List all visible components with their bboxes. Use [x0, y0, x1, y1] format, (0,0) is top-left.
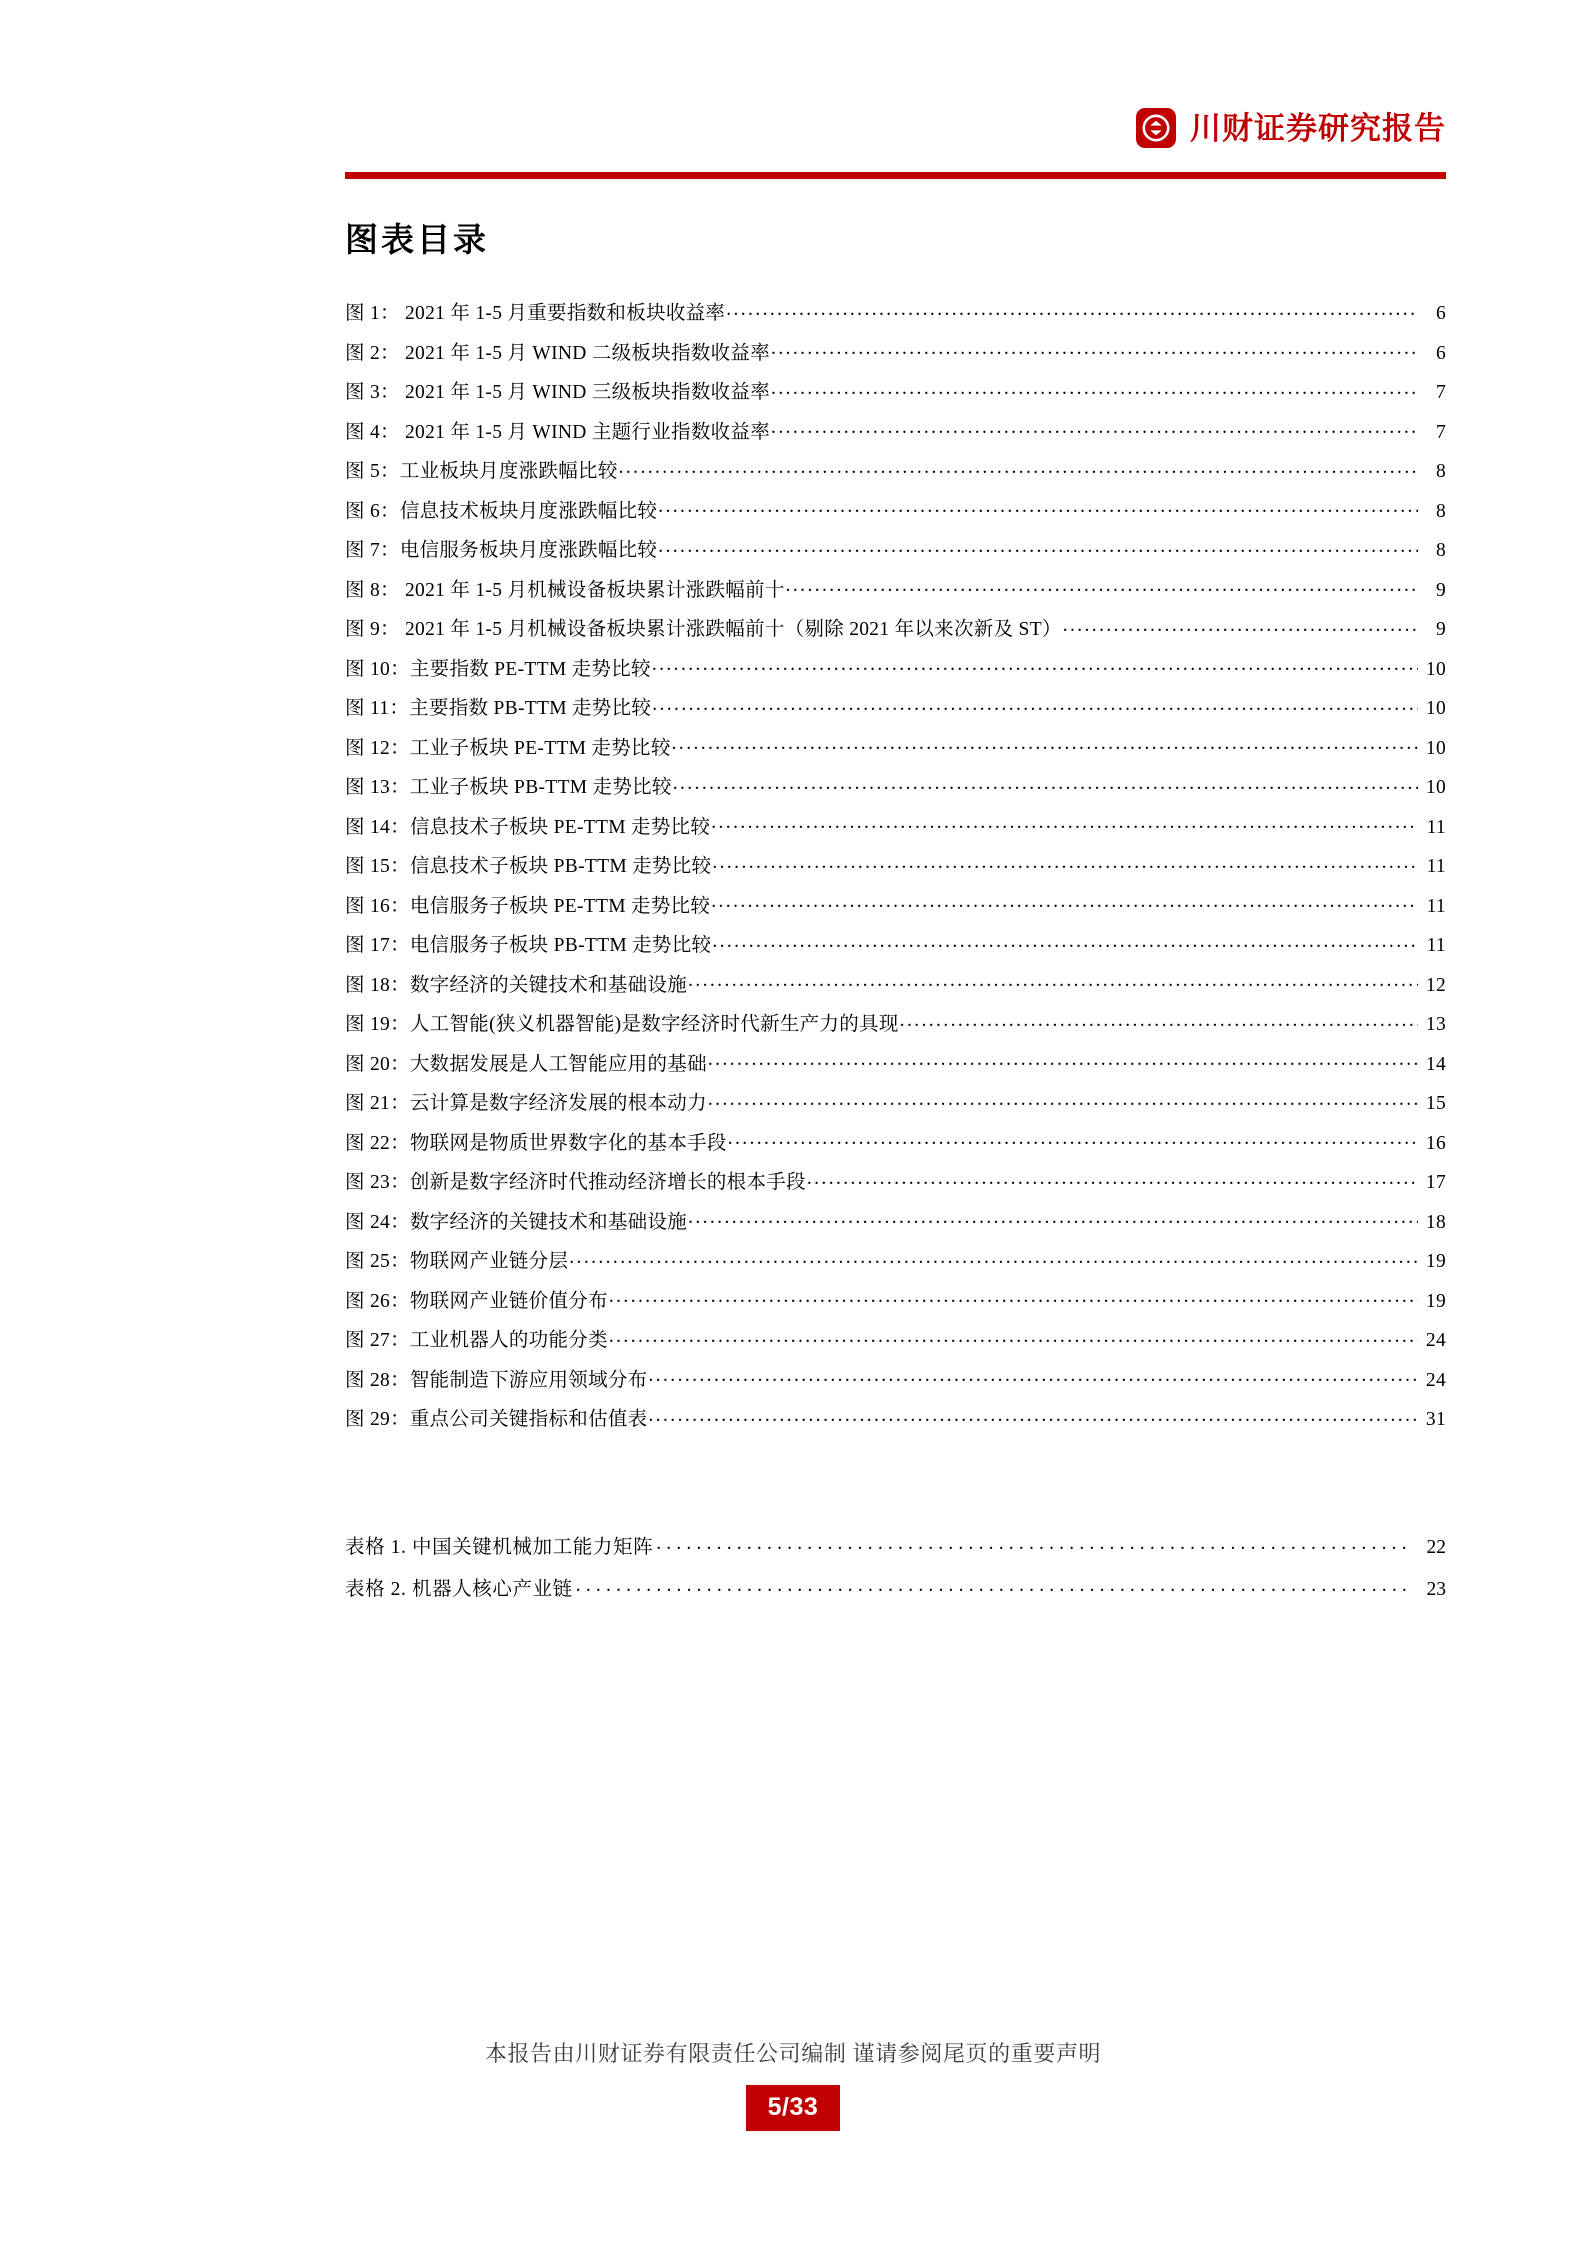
figure-page-number: 13: [1425, 1014, 1446, 1036]
leader-dots: [648, 1366, 1418, 1386]
figure-entry[interactable]: [345, 339, 1446, 363]
figure-entry[interactable]: [345, 1208, 1446, 1232]
leader-dots: [688, 1208, 1418, 1228]
figure-page-number: 11: [1426, 856, 1446, 878]
figure-entry[interactable]: [345, 1366, 1446, 1390]
figure-entry[interactable]: [345, 458, 1446, 482]
figure-page-number: 9: [1435, 579, 1446, 601]
figure-label: 图 15：信息技术子板块 PB-TTM 走势比较: [345, 856, 712, 878]
figure-label: 图 11：主要指数 PB-TTM 走势比较: [345, 698, 652, 720]
figure-label: 图 17：电信服务子板块 PB-TTM 走势比较: [345, 935, 712, 957]
leader-dots: [619, 458, 1418, 478]
figure-label: 图 7：电信服务板块月度涨跌幅比较: [345, 540, 658, 562]
figure-page-number: 17: [1425, 1172, 1446, 1194]
figure-page-number: 10: [1425, 698, 1446, 720]
figure-page-number: 24: [1425, 1330, 1446, 1352]
figure-entry[interactable]: [345, 813, 1446, 837]
leader-dots: [576, 1576, 1412, 1596]
leader-dots: [609, 1287, 1418, 1307]
header-divider: [345, 172, 1446, 179]
page-footer: [0, 2040, 1586, 2131]
figure-page-number: 10: [1425, 777, 1446, 799]
figure-page-number: 19: [1425, 1251, 1446, 1273]
figure-label: 图 18：数字经济的关键技术和基础设施: [345, 974, 688, 996]
leader-dots: [672, 734, 1418, 754]
leader-dots: [708, 1050, 1418, 1070]
leader-dots: [771, 379, 1418, 399]
figure-label: 图 14：信息技术子板块 PE-TTM 走势比较: [345, 816, 711, 838]
leader-dots: [652, 695, 1418, 715]
figure-entry[interactable]: [345, 1090, 1446, 1114]
figure-entry[interactable]: [345, 418, 1446, 442]
figure-label: 图 10：主要指数 PE-TTM 走势比较: [345, 658, 651, 680]
figure-page-number: 8: [1435, 461, 1446, 483]
figure-entry[interactable]: [345, 1169, 1446, 1193]
figure-entry[interactable]: [345, 576, 1446, 600]
figure-label: 图 25：物联网产业链分层: [345, 1251, 569, 1273]
figure-page-number: 18: [1425, 1211, 1446, 1233]
figure-label: 图 28：智能制造下游应用领域分布: [345, 1369, 648, 1391]
leader-dots: [726, 300, 1418, 320]
figure-label: 图 1： 2021 年 1-5 月重要指数和板块收益率: [345, 303, 726, 325]
leader-dots: [900, 1011, 1418, 1031]
page-number-badge: 5/33: [746, 2085, 841, 2131]
figure-entry[interactable]: [345, 616, 1446, 640]
table-page-number: 23: [1426, 1579, 1446, 1601]
footer-disclaimer: 本报告由川财证券有限责任公司编制 谨请参阅尾页的重要声明: [484, 2041, 1102, 2066]
figure-label: 图 5：工业板块月度涨跌幅比较: [345, 461, 618, 483]
figure-label: 图 12：工业子板块 PE-TTM 走势比较: [345, 737, 671, 759]
figure-entry[interactable]: [345, 971, 1446, 995]
figure-entry[interactable]: [345, 1406, 1446, 1430]
figure-entry[interactable]: [345, 1129, 1446, 1153]
leader-dots: [728, 1129, 1418, 1149]
page-title: 图表目录: [345, 223, 489, 259]
leader-dots: [569, 1248, 1418, 1268]
figure-page-number: 8: [1435, 500, 1446, 522]
figure-page-number: 6: [1435, 342, 1446, 364]
figure-label: 图 27：工业机器人的功能分类: [345, 1330, 608, 1352]
figure-page-number: 24: [1425, 1369, 1446, 1391]
table-entry[interactable]: [345, 1534, 1446, 1558]
brand-block: [345, 108, 1446, 148]
table-entry[interactable]: [345, 1576, 1446, 1600]
toc-content: [345, 222, 1446, 1618]
figure-page-number: 10: [1425, 658, 1446, 680]
figure-page-number: 12: [1425, 974, 1446, 996]
leader-dots: [771, 418, 1418, 438]
figure-label: 图 21：云计算是数字经济发展的根本动力: [345, 1093, 707, 1115]
figure-entry[interactable]: [345, 300, 1446, 324]
figure-entry[interactable]: [345, 695, 1446, 719]
figure-entry[interactable]: [345, 734, 1446, 758]
figure-label: 图 24：数字经济的关键技术和基础设施: [345, 1211, 688, 1233]
figure-label: 图 4： 2021 年 1-5 月 WIND 主题行业指数收益率: [345, 421, 771, 443]
figure-label: 图 2： 2021 年 1-5 月 WIND 二级板块指数收益率: [345, 342, 771, 364]
figure-label: 图 16：电信服务子板块 PE-TTM 走势比较: [345, 895, 711, 917]
figure-entry[interactable]: [345, 655, 1446, 679]
figure-page-number: 10: [1425, 737, 1446, 759]
leader-dots: [658, 537, 1418, 557]
figure-label: 图 20：大数据发展是人工智能应用的基础: [345, 1053, 707, 1075]
leader-dots: [711, 892, 1418, 912]
figure-page-number: 7: [1435, 421, 1446, 443]
leader-dots: [712, 853, 1418, 873]
figure-page-number: 8: [1435, 540, 1446, 562]
table-list: [345, 1534, 1446, 1600]
leader-dots: [1063, 616, 1418, 636]
leader-dots: [673, 774, 1418, 794]
figure-label: 图 3： 2021 年 1-5 月 WIND 三级板块指数收益率: [345, 382, 771, 404]
figure-entry[interactable]: [345, 537, 1446, 561]
figure-entry[interactable]: [345, 497, 1446, 521]
leader-dots: [609, 1327, 1418, 1347]
figure-page-number: 11: [1426, 816, 1446, 838]
figure-entry[interactable]: [345, 1327, 1446, 1351]
leader-dots: [656, 1534, 1412, 1554]
leader-dots: [708, 1090, 1418, 1110]
leader-dots: [711, 813, 1418, 833]
figure-page-number: 31: [1425, 1409, 1446, 1431]
figure-list: [345, 300, 1446, 1430]
figure-label: 图 22：物联网是物质世界数字化的基本手段: [345, 1132, 727, 1154]
figure-label: 图 23：创新是数字经济时代推动经济增长的根本手段: [345, 1172, 806, 1194]
leader-dots: [712, 932, 1418, 952]
figure-label: 图 9： 2021 年 1-5 月机械设备板块累计涨跌幅前十（剔除 2021 年以来次新及 ST）: [345, 619, 1062, 641]
figure-label: 图 6：信息技术板块月度涨跌幅比较: [345, 500, 658, 522]
figure-page-number: 16: [1425, 1132, 1446, 1154]
figure-label: 图 13：工业子板块 PB-TTM 走势比较: [345, 777, 672, 799]
table-label: 表格 1. 中国关键机械加工能力矩阵: [345, 1537, 654, 1559]
figure-label: 图 19：人工智能(狭义机器智能)是数字经济时代新生产力的具现: [345, 1014, 899, 1036]
leader-dots: [652, 655, 1418, 675]
leader-dots: [658, 497, 1418, 517]
figure-page-number: 7: [1435, 382, 1446, 404]
figure-page-number: 11: [1426, 935, 1446, 957]
leader-dots: [688, 971, 1418, 991]
exchange-circle-icon: [1136, 108, 1176, 148]
figure-label: 图 29：重点公司关键指标和估值表: [345, 1409, 648, 1431]
figure-page-number: 19: [1425, 1290, 1446, 1312]
figure-entry[interactable]: [345, 892, 1446, 916]
figure-entry[interactable]: [345, 1050, 1446, 1074]
leader-dots: [807, 1169, 1418, 1189]
leader-dots: [771, 339, 1418, 359]
figure-entry[interactable]: [345, 932, 1446, 956]
table-page-number: 22: [1426, 1537, 1446, 1559]
brand-title: 川财证券研究报告: [1190, 110, 1446, 146]
figure-page-number: 9: [1435, 619, 1446, 641]
figure-page-number: 6: [1435, 303, 1446, 325]
figure-entry[interactable]: [345, 774, 1446, 798]
page-header: [0, 0, 1586, 190]
figure-label: 图 8： 2021 年 1-5 月机械设备板块累计涨跌幅前十: [345, 579, 785, 601]
figure-entry[interactable]: [345, 1248, 1446, 1272]
figure-entry[interactable]: [345, 379, 1446, 403]
figure-page-number: 11: [1426, 895, 1446, 917]
figure-entry[interactable]: [345, 1011, 1446, 1035]
figure-entry[interactable]: [345, 853, 1446, 877]
table-label: 表格 2. 机器人核心产业链: [345, 1579, 573, 1601]
figure-label: 图 26：物联网产业链价值分布: [345, 1290, 608, 1312]
figure-page-number: 14: [1425, 1053, 1446, 1075]
leader-dots: [786, 576, 1418, 596]
leader-dots: [648, 1406, 1418, 1426]
figure-entry[interactable]: [345, 1287, 1446, 1311]
figure-page-number: 15: [1425, 1093, 1446, 1115]
